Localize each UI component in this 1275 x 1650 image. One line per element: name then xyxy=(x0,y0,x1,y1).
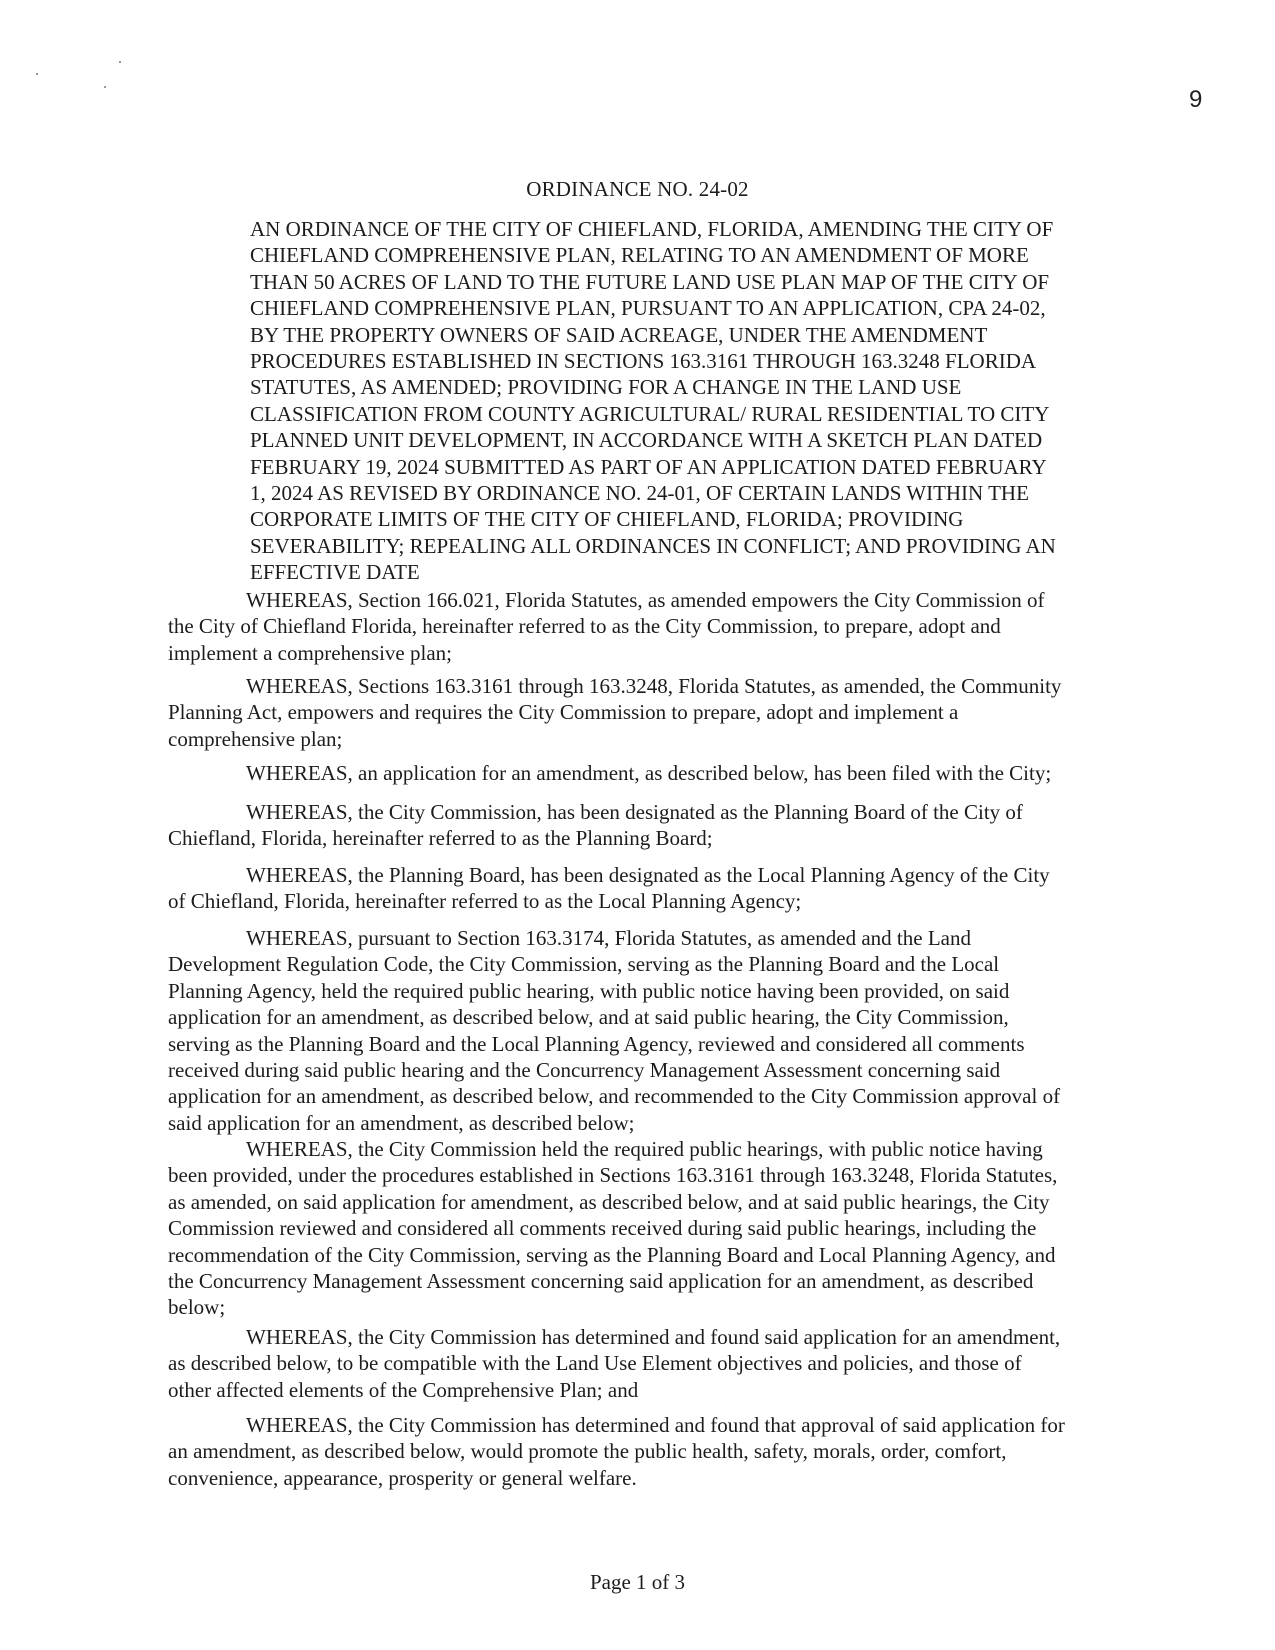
paragraph-line: WHEREAS, the City Commission has determined and found that approval of said application for xyxy=(246,1413,1065,1437)
paragraph-line: the Concurrency Management Assessment concerning said application for an amendment, as described xyxy=(168,1269,1034,1294)
whereas-paragraph xyxy=(168,1136,1140,1321)
paragraph-line: WHEREAS, the City Commission held the required public hearings, with public notice having xyxy=(246,1137,1043,1161)
paragraph-line: Planning Act, empowers and requires the City Commission to prepare, adopt and implement a xyxy=(168,700,959,725)
whereas-paragraph xyxy=(168,925,1140,1136)
paragraph-line: Commission reviewed and considered all comments received during said public hearings, including the xyxy=(168,1216,1037,1241)
heading-line: CORPORATE LIMITS OF THE CITY OF CHIEFLAND, FLORIDA; PROVIDING xyxy=(250,507,964,532)
paragraph-line: said application for an amendment, as described below; xyxy=(168,1110,635,1135)
heading-line: BY THE PROPERTY OWNERS OF SAID ACREAGE, UNDER THE AMENDMENT xyxy=(250,322,988,347)
paragraph-line: Chiefland, Florida, hereinafter referred to as the Planning Board; xyxy=(168,826,713,851)
whereas-paragraph xyxy=(168,587,1140,666)
heading-line: THAN 50 ACRES OF LAND TO THE FUTURE LAND USE PLAN MAP OF THE CITY OF xyxy=(250,269,1050,294)
paragraph-line: of Chiefland, Florida, hereinafter referred to as the Local Planning Agency; xyxy=(168,889,802,914)
whereas-paragraph xyxy=(168,862,1140,915)
scan-speck xyxy=(36,73,38,75)
whereas-paragraph xyxy=(168,1324,1140,1403)
paragraph-line: WHEREAS, the City Commission, has been designated as the Planning Board of the City of xyxy=(246,800,1023,824)
ordinance-title: ORDINANCE NO. 24-02 xyxy=(526,177,749,201)
paragraph-line: WHEREAS, the Planning Board, has been designated as the Local Planning Agency of the City xyxy=(246,863,1050,887)
whereas-paragraph xyxy=(168,673,1140,752)
paragraph-line: received during said public hearing and the Concurrency Management Assessment concerning said xyxy=(168,1058,1001,1083)
paragraph-line: as amended, on said application for amendment, as described below, and at said public hearings, the City xyxy=(168,1189,1050,1214)
paragraph-line: Planning Agency, held the required public hearing, with public notice having been provided, on said xyxy=(168,978,1010,1003)
paragraph-line: Development Regulation Code, the City Commission, serving as the Planning Board and the Local xyxy=(168,952,1000,977)
paragraph-line: WHEREAS, the City Commission has determined and found said application for an amendment, xyxy=(246,1325,1061,1349)
whereas-paragraph xyxy=(168,760,1140,786)
heading-line: AN ORDINANCE OF THE CITY OF CHIEFLAND, FLORIDA, AMENDING THE CITY OF xyxy=(250,217,1054,241)
heading-line: STATUTES, AS AMENDED; PROVIDING FOR A CHANGE IN THE LAND USE xyxy=(250,375,962,400)
paragraph-line: serving as the Planning Board and the Local Planning Agency, reviewed and considered all comments xyxy=(168,1031,1025,1056)
ordinance-heading xyxy=(250,216,1140,586)
paragraph-line: WHEREAS, Sections 163.3161 through 163.3248, Florida Statutes, as amended, the Community xyxy=(246,674,1062,698)
paragraph-line: WHEREAS, an application for an amendment, as described below, has been filed with the City; xyxy=(246,761,1052,785)
heading-line: PLANNED UNIT DEVELOPMENT, IN ACCORDANCE WITH A SKETCH PLAN DATED xyxy=(250,428,1043,453)
heading-line: SEVERABILITY; REPEALING ALL ORDINANCES IN CONFLICT; AND PROVIDING AN xyxy=(250,533,1056,558)
paragraph-line: as described below, to be compatible with the Land Use Element objectives and policies, and those of xyxy=(168,1351,1022,1376)
paragraph-line: been provided, under the procedures established in Sections 163.3161 through 163.3248, Florida Statutes, xyxy=(168,1163,1058,1188)
heading-line: 1, 2024 AS REVISED BY ORDINANCE NO. 24-01, OF CERTAIN LANDS WITHIN THE xyxy=(250,481,1029,506)
paragraph-line: the City of Chiefland Florida, hereinafter referred to as the City Commission, to prepare, adopt and xyxy=(168,614,1001,639)
heading-line: CHIEFLAND COMPREHENSIVE PLAN, PURSUANT TO AN APPLICATION, CPA 24-02, xyxy=(250,296,1046,321)
paragraph-line: an amendment, as described below, would promote the public health, safety, morals, order, comfort, xyxy=(168,1439,1007,1464)
whereas-paragraph xyxy=(168,799,1140,852)
heading-line: PROCEDURES ESTABLISHED IN SECTIONS 163.3161 THROUGH 163.3248 FLORIDA xyxy=(250,349,1037,374)
paragraph-line: application for an amendment, as described below, and recommended to the City Commission approval of xyxy=(168,1084,1061,1109)
paragraph-line: WHEREAS, pursuant to Section 163.3174, Florida Statutes, as amended and the Land xyxy=(246,926,971,950)
paragraph-line: convenience, appearance, prosperity or general welfare. xyxy=(168,1465,637,1490)
paragraph-line: other affected elements of the Comprehensive Plan; and xyxy=(168,1377,639,1402)
whereas-paragraph xyxy=(168,1412,1140,1491)
scan-speck xyxy=(119,61,121,63)
heading-line: CHIEFLAND COMPREHENSIVE PLAN, RELATING TO AN AMENDMENT OF MORE xyxy=(250,243,1029,268)
heading-line: FEBRUARY 19, 2024 SUBMITTED AS PART OF AN APPLICATION DATED FEBRUARY xyxy=(250,454,1047,479)
paragraph-line: comprehensive plan; xyxy=(168,726,343,751)
page-footer: Page 1 of 3 xyxy=(589,1570,686,1594)
heading-line: CLASSIFICATION FROM COUNTY AGRICULTURAL/ RURAL RESIDENTIAL TO CITY xyxy=(250,401,1050,426)
page-number-top: 9 xyxy=(1189,86,1203,113)
heading-line: EFFECTIVE DATE xyxy=(250,560,420,585)
paragraph-line: implement a comprehensive plan; xyxy=(168,640,452,665)
paragraph-line: application for an amendment, as described below, and at said public hearing, the City Commission, xyxy=(168,1005,1009,1030)
paragraph-line: WHEREAS, Section 166.021, Florida Statutes, as amended empowers the City Commission of xyxy=(246,588,1045,612)
scan-speck xyxy=(104,86,106,88)
paragraph-line: below; xyxy=(168,1295,226,1320)
paragraph-line: recommendation of the City Commission, serving as the Planning Board and Local Planning Agency, and xyxy=(168,1242,1056,1267)
